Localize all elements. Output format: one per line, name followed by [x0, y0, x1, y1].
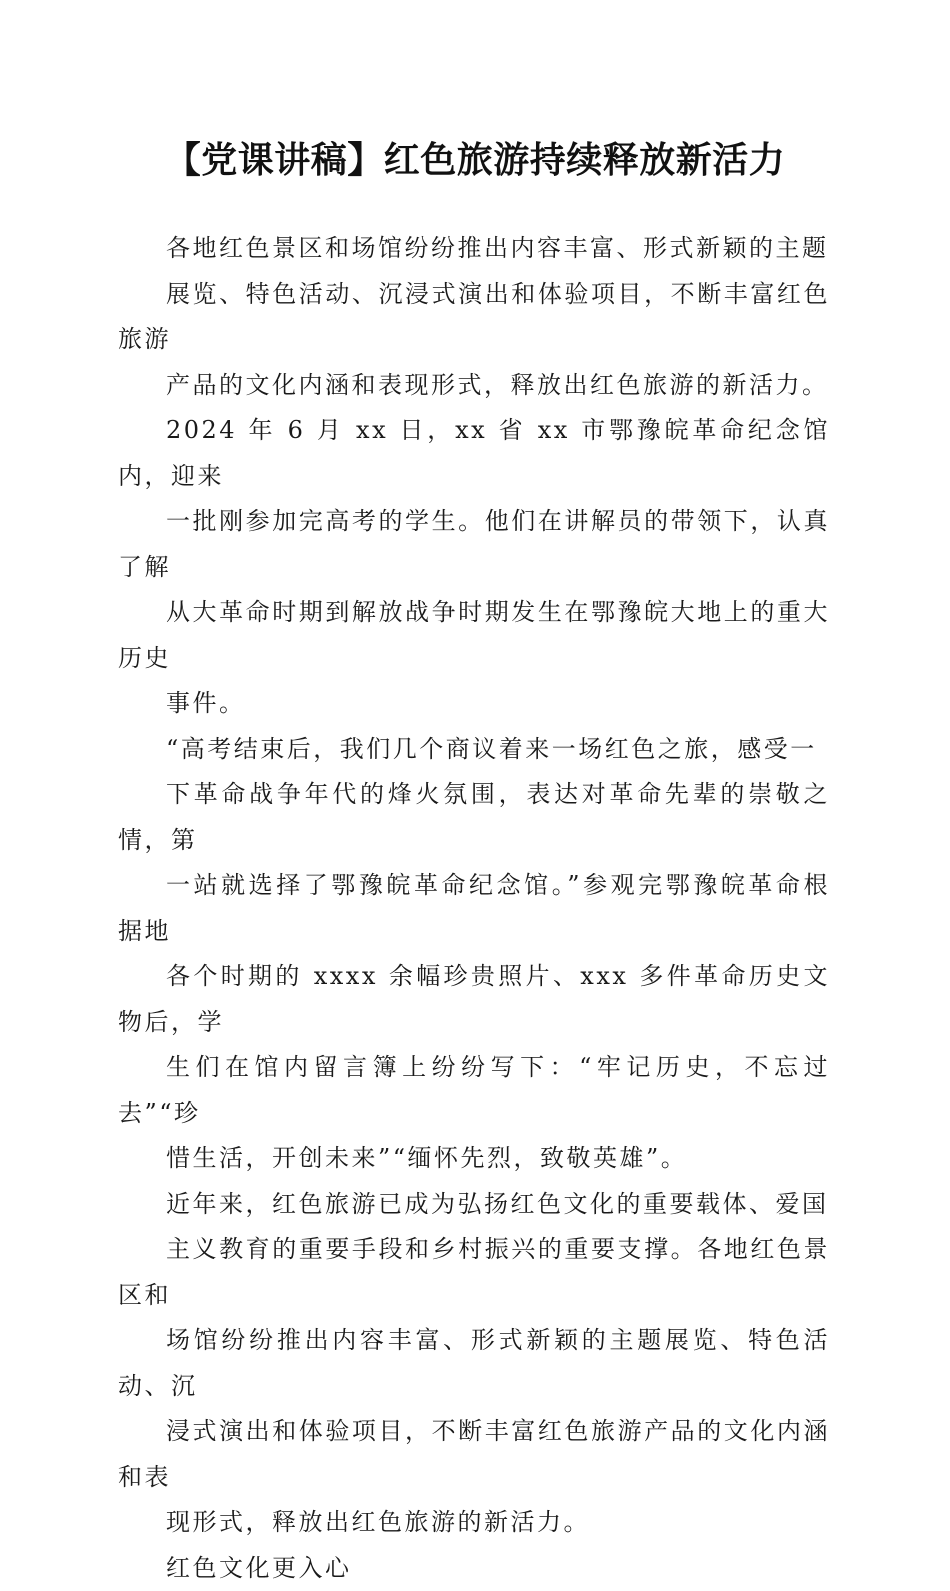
paragraph-line: 2024 年 6 月 xx 日，xx 省 xx 市鄂豫皖革命纪念馆内，迎来	[118, 408, 830, 499]
paragraph-line: 浸式演出和体验项目，不断丰富红色旅游产品的文化内涵和表	[118, 1409, 830, 1500]
paragraph-line: 主义教育的重要手段和乡村振兴的重要支撑。各地红色景区和	[118, 1227, 830, 1318]
paragraph-student-quote	[118, 727, 830, 1182]
document-title: 【党课讲稿】红色旅游持续释放新活力	[0, 132, 950, 188]
paragraph-line: 各个时期的 xxxx 余幅珍贵照片、xxx 多件革命历史文物后，学	[118, 954, 830, 1045]
paragraph-museum-visit	[118, 408, 830, 727]
section-heading: 红色文化更入心	[118, 1546, 830, 1591]
paragraph-line: 场馆纷纷推出内容丰富、形式新颖的主题展览、特色活动、沉	[118, 1318, 830, 1409]
paragraph-line: 近年来，红色旅游已成为弘扬红色文化的重要载体、爱国	[118, 1182, 830, 1228]
paragraph-line: 一批刚参加完高考的学生。他们在讲解员的带领下，认真了解	[118, 499, 830, 590]
paragraph-line: 现形式，释放出红色旅游的新活力。	[118, 1500, 830, 1546]
paragraph-line: 产品的文化内涵和表现形式，释放出红色旅游的新活力。	[118, 363, 830, 409]
paragraph-line: 下革命战争年代的烽火氛围，表达对革命先辈的崇敬之情，第	[118, 772, 830, 863]
paragraph-line: 惜生活，开创未来”“缅怀先烈，致敬英雄”。	[118, 1136, 830, 1182]
paragraph-line: 一站就选择了鄂豫皖革命纪念馆。”参观完鄂豫皖革命根据地	[118, 863, 830, 954]
paragraph-line: 展览、特色活动、沉浸式演出和体验项目，不断丰富红色旅游	[118, 272, 830, 363]
paragraph-intro	[118, 226, 830, 408]
paragraph-line: 各地红色景区和场馆纷纷推出内容丰富、形式新颖的主题	[118, 226, 830, 272]
paragraph-recent-years	[118, 1182, 830, 1546]
document-body	[118, 226, 830, 1591]
paragraph-line: 事件。	[118, 681, 830, 727]
paragraph-line: 生们在馆内留言簿上纷纷写下：“牢记历史，不忘过去”“珍	[118, 1045, 830, 1136]
paragraph-line: 从大革命时期到解放战争时期发生在鄂豫皖大地上的重大历史	[118, 590, 830, 681]
paragraph-line: “高考结束后，我们几个商议着来一场红色之旅，感受一	[118, 727, 830, 773]
